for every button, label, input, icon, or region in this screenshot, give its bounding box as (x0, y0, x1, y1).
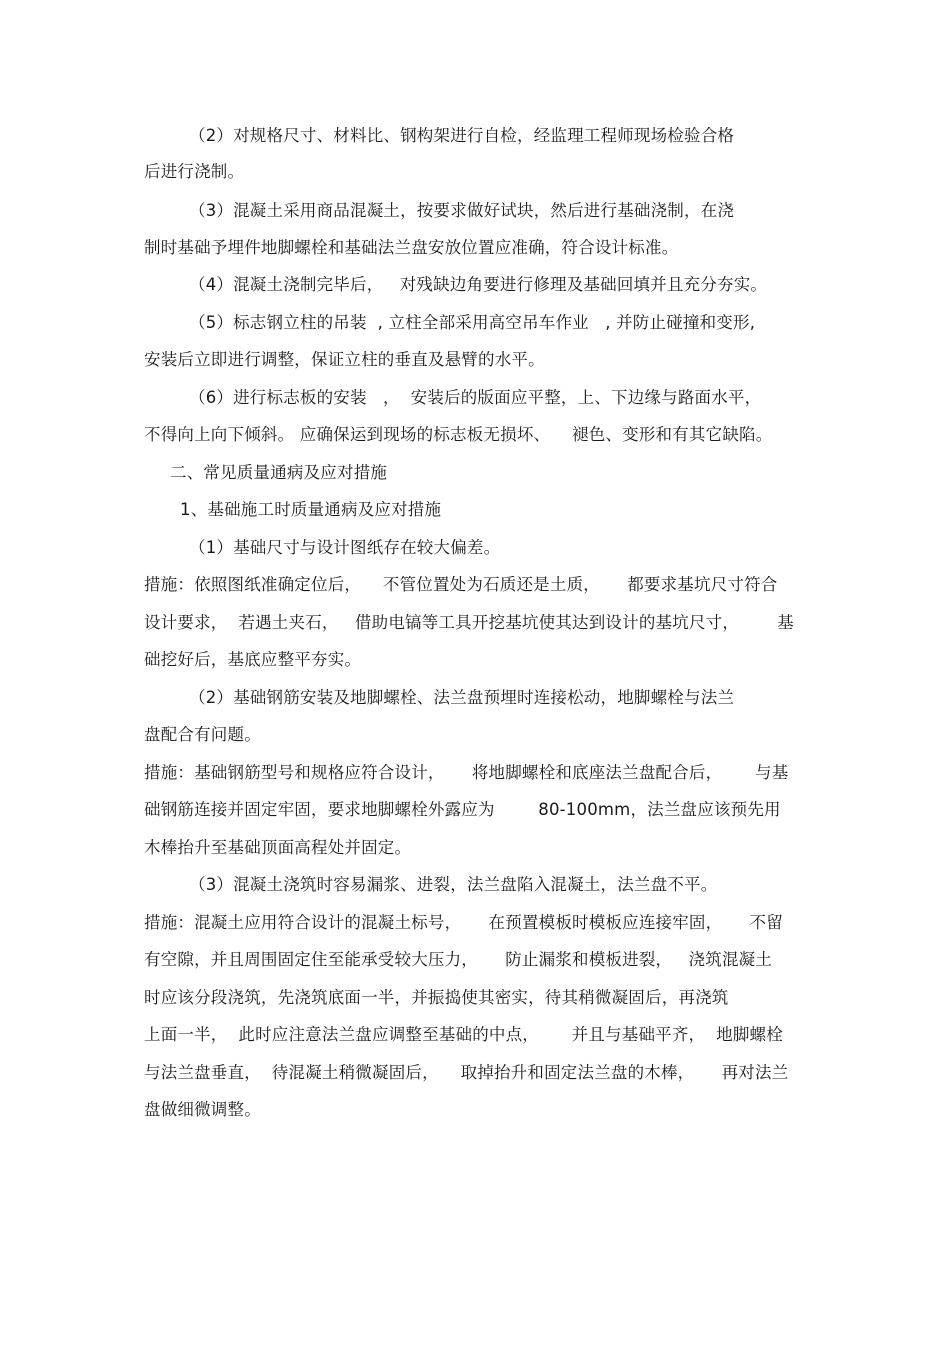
paragraph-line: （3）混凝土浇筑时容易漏浆、进裂，法兰盘陷入混凝土，法兰盘不平。 (189, 875, 718, 894)
paragraph-line: 制时基础予埋件地脚螺栓和基础法兰盘安放位置应准确，符合设计标准。 (144, 238, 679, 257)
paragraph-line: 与法兰盘垂直， 待混凝土稍微凝固后， 取掉抬升和固定法兰盘的木棒， 再对法兰 (144, 1063, 789, 1082)
paragraph-line: 措施：基础钢筋型号和规格应符合设计， 将地脚螺栓和底座法兰盘配合后， 与基 (144, 763, 789, 782)
paragraph-line: （2）基础钢筋安装及地脚螺栓、法兰盘预埋时连接松动，地脚螺栓与法兰 (189, 688, 735, 707)
paragraph-line: 设计要求， 若遇土夹石， 借助电镐等工具开挖基坑使其达到设计的基坑尺寸， 基 (144, 613, 794, 632)
paragraph-line: 础挖好后，基底应整平夯实。 (144, 650, 362, 669)
section-heading: 二、常见质量通病及应对措施 (170, 463, 388, 482)
paragraph-line: 础钢筋连接并固定牢固，要求地脚螺栓外露应为 80-100mm，法兰盘应该预先用 (144, 800, 781, 819)
paragraph-line: （2）对规格尺寸、材料比、钢构架进行自检，经监理工程师现场检验合格 (189, 126, 735, 145)
paragraph-line: 盘配合有问题。 (144, 725, 261, 744)
paragraph-line: 时应该分段浇筑，先浇筑底面一半，并振捣使其密实，待其稍微凝固后，再浇筑 (144, 988, 729, 1007)
paragraph-line: 盘做细微调整。 (144, 1100, 261, 1119)
paragraph-line: 安装后立即进行调整，保证立柱的垂直及悬臂的水平。 (144, 350, 545, 369)
paragraph-line: 后进行浇制。 (144, 162, 245, 181)
paragraph-line: （1）基础尺寸与设计图纸存在较大偏差。 (189, 538, 501, 557)
paragraph-line: 木棒抬升至基础顶面高程处并固定。 (144, 838, 412, 857)
subsection-heading: 1、基础施工时质量通病及应对措施 (180, 500, 442, 519)
paragraph-line: （3）混凝土采用商品混凝土，按要求做好试块，然后进行基础浇制，在浇 (189, 201, 735, 220)
paragraph-line: （6）进行标志板的安装 ， 安装后的版面应平整，上、下边缘与路面水平， (189, 388, 762, 407)
paragraph-line: 措施：依照图纸准确定位后， 不管位置处为石质还是土质， 都要求基坑尺寸符合 (144, 575, 778, 594)
paragraph-line: 上面一半， 此时应注意法兰盘应调整至基础的中点， 并且与基础平齐， 地脚螺栓 (144, 1025, 783, 1044)
paragraph-line: 措施：混凝土应用符合设计的混凝土标号， 在预置模板时模板应连接牢固， 不留 (144, 913, 783, 932)
paragraph-line: 有空隙，并且周围固定住至能承受较大压力， 防止漏浆和模板进裂， 浇筑混凝土 (144, 950, 773, 969)
paragraph-line: （4）混凝土浇制完毕后， 对残缺边角要进行修理及基础回填并且充分夯实。 (189, 275, 768, 294)
paragraph-line: 不得向上向下倾斜。 应确保运到现场的标志板无损坏、 褪色、变形和有其它缺陷。 (144, 425, 773, 444)
paragraph-line: （5）标志钢立柱的吊装 , 立柱全部采用高空吊车作业 , 并防止碰撞和变形, (189, 313, 756, 332)
